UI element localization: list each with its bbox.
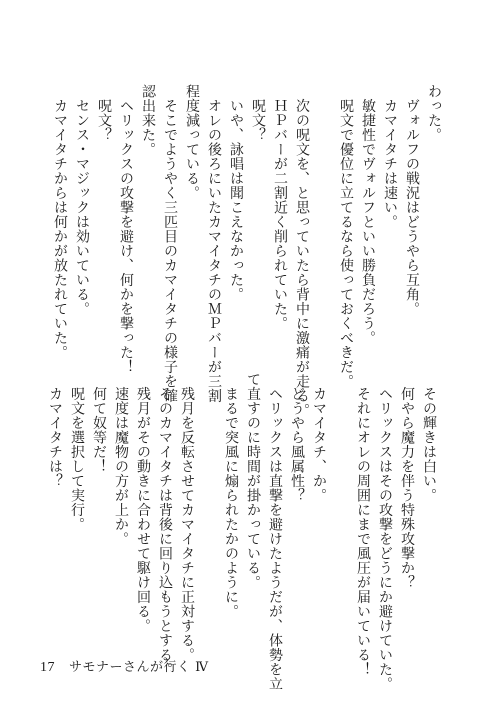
text-line: わった。 [426,84,442,142]
text-line: 程度減っている。 [184,84,200,200]
text-line: センス・マジックは効いている。 [74,84,90,316]
text-line: ヴォルフの戦況はどうやら互角。 [404,84,420,316]
book-title: サモナーさんが行く Ⅳ [69,660,209,675]
text-line: そこでようやく三匹目のカマイタチの様子を確 [162,84,178,403]
page-footer [40,656,209,676]
blank-line [313,84,335,354]
text-line: ヘリックスは直撃を避けたようだが、体勢を立 [267,372,283,691]
text-line: 速度は魔物の方が上か。 [113,372,129,546]
text-line: 呪文？ [96,84,112,142]
text-line: そのカマイタチは背後に回り込もうとする。 [157,372,173,677]
text-line: いや、詠唱は聞こえなかった。 [228,84,244,302]
text-line: カマイタチは？ [47,372,63,488]
text-line: 次の呪文を、と思っていたら背中に激痛が走る。 [294,84,310,418]
top-text-block [49,84,445,418]
text-line: 呪文？ [250,84,266,142]
text-line: オレの後ろにいたカマイタチのＭＰバーが三割 [206,84,222,403]
text-line: 敏捷性でヴォルフといい勝負だろう。 [360,84,376,345]
text-line: カマイタチからは何かが放たれていた。 [52,84,68,360]
text-line: ヘリックスはその攻撃をどうにか避けていた。 [377,372,393,691]
text-line: カマイタチ、か。 [311,372,327,503]
text-line: 何て奴等だ！ [91,372,107,474]
text-line: ヘリックスの攻撃を避け、何かを撃った！ [118,84,134,374]
text-line: 呪文を選択して実行。 [69,372,85,532]
blank-line [330,372,352,642]
text-line: どうやら風属性？ [289,372,305,503]
text-line: 残月を反転させてカマイタチに正対する。 [179,372,195,662]
text-line: 残月がその動きに合わせて駆け回る。 [135,372,151,633]
text-line: その輝きは白い。 [421,372,437,503]
text-line: ＨＰバーが二割近く削られていた。 [272,84,288,331]
text-line: まるで突風に煽られたかのように。 [223,372,239,619]
text-line: 何やら魔力を伴う特殊攻撃か？ [399,372,415,590]
text-line: て直すのに時間が掛かっている。 [245,372,261,590]
text-line: それにオレの周囲にまで風圧が届いている！ [355,372,371,677]
text-line: 呪文で優位に立てるなら使っておくべきだ。 [338,84,354,389]
text-line: 認出来た。 [140,84,156,157]
blank-line [198,372,220,642]
text-line: カマイタチは速い。 [382,84,398,229]
page-number: 17 [40,660,55,675]
